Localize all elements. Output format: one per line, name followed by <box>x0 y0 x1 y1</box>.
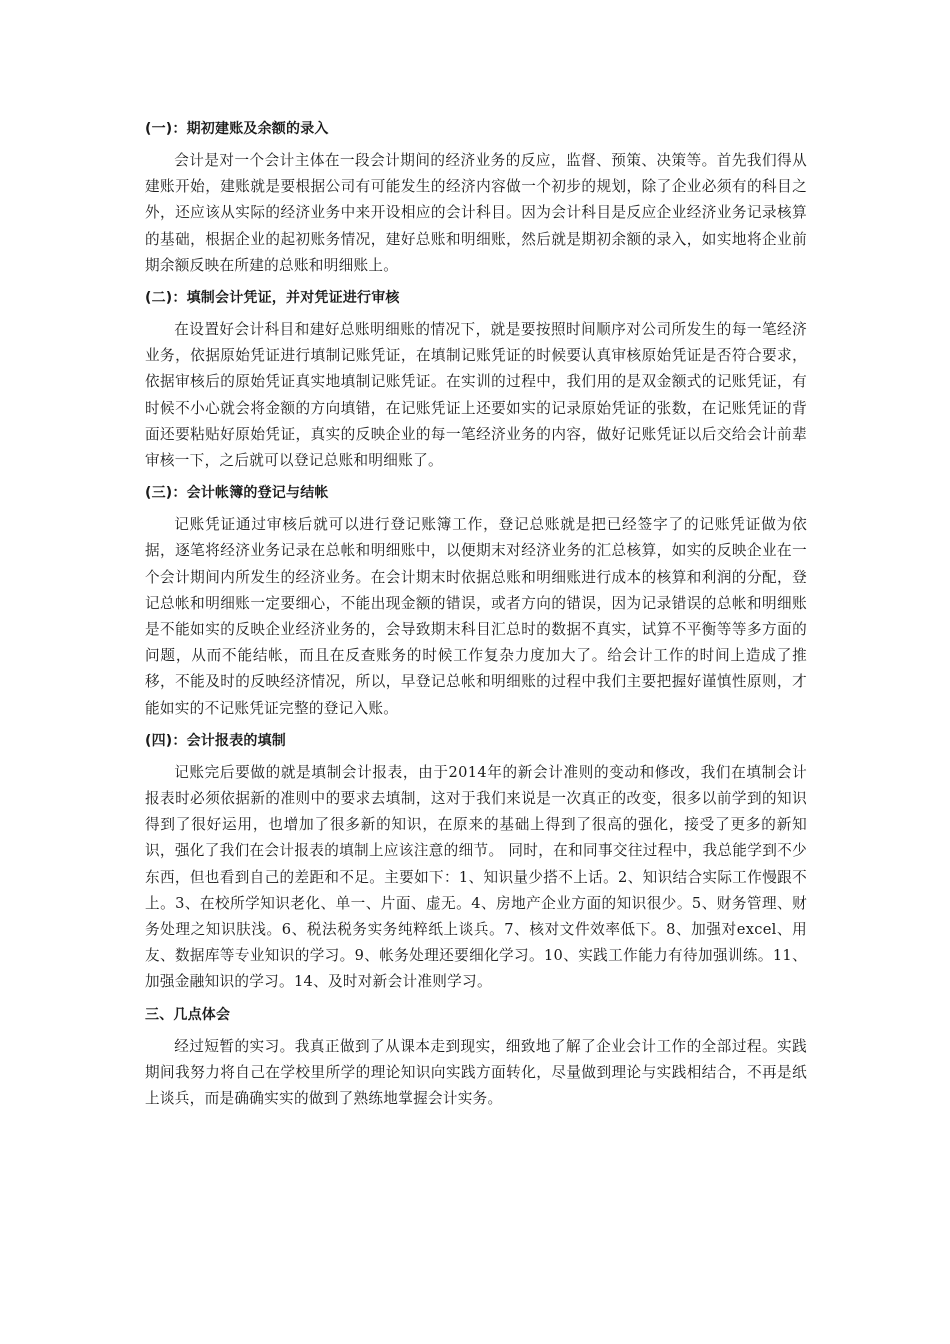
section-heading: (四)：会计报表的填制 <box>145 732 286 749</box>
section-vouchers <box>145 285 807 474</box>
section-paragraph: 经过短暂的实习。我真正做到了从课本走到现实，细致地了解了企业会计工作的全部过程。实践期间我努力将自己在学校里所学的理论知识向实践方面转化，尽量做到理论与实践相结合，不再是纸上谈兵，而是确确实实的做到了熟练地掌握会计实务。 <box>145 1037 807 1108</box>
section-paragraph: 记账凭证通过审核后就可以进行登记账簿工作，登记总账就是把已经签字了的记账凭证做为依据，逐笔将经济业务记录在总帐和明细账中，以便期末对经济业务的汇总核算，如实的反映企业在一个会计期间内所发生的经济业务。在会计期末时依据总账和明细账进行成本的核算和利润的分配，登记总帐和明细账一定要细心，不能出现金额的错误，或者方向的错误，因为记录错误的总帐和明细账是不能如实的反映企业经济业务的，会导致期末科目汇总时的数据不真实，试算不平衡等等多方面的问题，从而不能结帐，而且在反查账务的时候工作复杂力度加大了。给会计工作的时间上造成了推移，不能及时的反映经济情况，所以，早登记总帐和明细账的过程中我们主要把握好谨慎性原则，才能如实的不记账凭证完整的登记入账。 <box>145 516 807 717</box>
section-reflections <box>145 1002 807 1113</box>
section-paragraph: 在设置好会计科目和建好总账明细账的情况下，就是要按照时间顺序对公司所发生的每一笔经济业务，依据原始凭证进行填制记账凭证，在填制记账凭证的时候要认真审核原始凭证是否符合要求，依据审核后的原始凭证真实地填制记账凭证。在实训的过程中，我们用的是双金额式的记账凭证，有时候不小心就会将金额的方向填错，在记账凭证上还要如实的记录原始凭证的张数，在记账凭证的背面还要粘贴好原始凭证，真实的反映企业的每一笔经济业务的内容，做好记账凭证以后交给会计前辈审核一下，之后就可以登记总账和明细账了。 <box>145 321 807 470</box>
section-paragraph: 会计是对一个会计主体在一段会计期间的经济业务的反应，监督、预策、决策等。首先我们得从建账开始，建账就是要根据公司有可能发生的经济内容做一个初步的规划，除了企业必须有的科目之外，还应该从实际的经济业务中来开设相应的会计科目。因为会计科目是反应企业经济业务记录核算的基础，根据企业的起初账务情况，建好总账和明细账，然后就是期初余额的录入，如实地将企业前期余额反映在所建的总账和明细账上。 <box>145 152 807 274</box>
section-opening-balances <box>145 116 807 279</box>
section-ledgers <box>145 480 807 722</box>
section-reports <box>145 728 807 996</box>
section-paragraph: 记账完后要做的就是填制会计报表，由于2014年的新会计准则的变动和修改，我们在填制会计报表时必须依据新的准则中的要求去填制，这对于我们来说是一次真正的改变，很多以前学到的知识得到了很好运用，也增加了很多新的知识，在原来的基础上得到了很高的强化，接受了更多的新知识，强化了我们在会计报表的填制上应该注意的细节。 同时，在和同事交往过程中，我总能学到不少东西，但也看到自己的差距和不足。主要如下：1、知识量少搭不上话。2、知识结合实际工作慢跟不上。3、在校所学知识老化、单一、片面、虚无。4、房地产企业方面的知识很少。5、财务管理、财务处理之知识肤浅。6、税法税务实务纯粹纸上谈兵。7、核对文件效率低下。8、加强对excel、用友、数据库等专业知识的学习。9、帐务处理还要细化学习。10、实践工作能力有待加强训练。11、加强金融知识的学习。14、及时对新会计准则学习。 <box>145 763 807 991</box>
section-heading: 三、几点体会 <box>145 1006 231 1023</box>
document-page <box>145 116 807 1118</box>
section-heading: (二)：填制会计凭证，并对凭证进行审核 <box>145 290 400 307</box>
section-heading: (三)：会计帐簿的登记与结帐 <box>145 485 329 502</box>
section-heading: (一)：期初建账及余额的录入 <box>145 121 329 137</box>
